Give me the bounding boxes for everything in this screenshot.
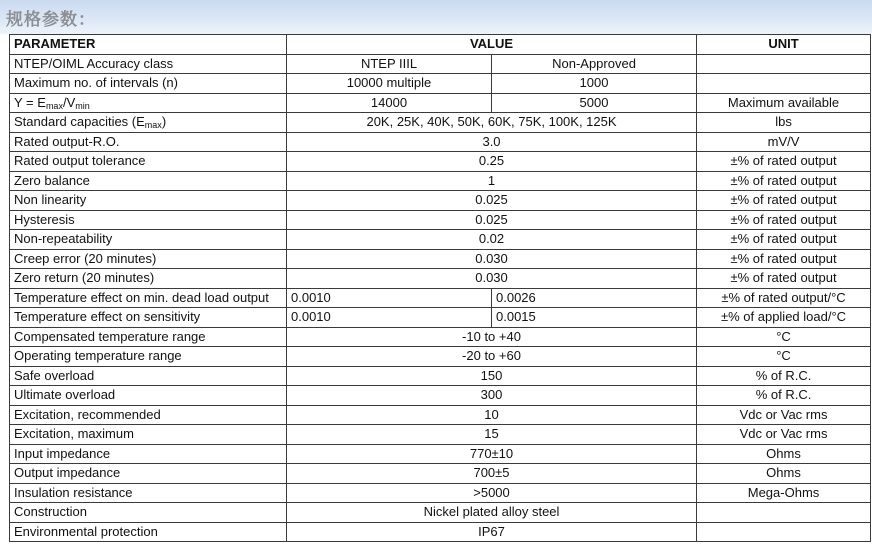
param-cell: Maximum no. of intervals (n) xyxy=(10,74,287,94)
value-cell-2: 0.0015 xyxy=(492,308,697,328)
param-cell: Hysteresis xyxy=(10,210,287,230)
unit-cell: mV/V xyxy=(697,132,871,152)
unit-cell: Maximum available xyxy=(697,93,871,113)
unit-cell xyxy=(697,503,871,523)
table-row xyxy=(10,522,871,542)
value-cell-1: 0.0010 xyxy=(287,288,492,308)
table-row xyxy=(10,464,871,484)
param-cell: NTEP/OIML Accuracy class xyxy=(10,54,287,74)
value-cell-2: Non-Approved xyxy=(492,54,697,74)
unit-cell: °C xyxy=(697,327,871,347)
param-cell: Excitation, maximum xyxy=(10,425,287,445)
value-cell: 770±10 xyxy=(287,444,697,464)
value-cell: 700±5 xyxy=(287,464,697,484)
param-cell: Rated output-R.O. xyxy=(10,132,287,152)
value-cell: 3.0 xyxy=(287,132,697,152)
unit-cell: % of R.C. xyxy=(697,366,871,386)
param-cell: Construction xyxy=(10,503,287,523)
section-header-bar xyxy=(0,0,872,34)
param-cell: Temperature effect on sensitivity xyxy=(10,308,287,328)
param-cell: Non linearity xyxy=(10,191,287,211)
value-cell: 150 xyxy=(287,366,697,386)
table-row xyxy=(10,386,871,406)
table-row xyxy=(10,171,871,191)
param-cell: Zero return (20 minutes) xyxy=(10,269,287,289)
value-cell: -20 to +60 xyxy=(287,347,697,367)
unit-cell xyxy=(697,54,871,74)
value-cell: 1 xyxy=(287,171,697,191)
table-row xyxy=(10,327,871,347)
table-row xyxy=(10,132,871,152)
param-subscript: max xyxy=(45,100,63,111)
value-cell: 0.25 xyxy=(287,152,697,172)
column-header-value: VALUE xyxy=(287,35,697,55)
value-cell: 15 xyxy=(287,425,697,445)
specification-table xyxy=(9,34,871,542)
table-row xyxy=(10,308,871,328)
param-cell: Ultimate overload xyxy=(10,386,287,406)
param-cell: Zero balance xyxy=(10,171,287,191)
table-row xyxy=(10,191,871,211)
value-cell: 0.02 xyxy=(287,230,697,250)
unit-cell: ±% of rated output xyxy=(697,191,871,211)
unit-cell: Vdc or Vac rms xyxy=(697,405,871,425)
param-cell xyxy=(10,113,287,133)
unit-cell: ±% of applied load/°C xyxy=(697,308,871,328)
value-cell: >5000 xyxy=(287,483,697,503)
unit-cell: ±% of rated output xyxy=(697,249,871,269)
unit-cell: lbs xyxy=(697,113,871,133)
param-cell: Compensated temperature range xyxy=(10,327,287,347)
value-cell: 0.025 xyxy=(287,210,697,230)
param-cell: Operating temperature range xyxy=(10,347,287,367)
param-cell xyxy=(10,93,287,113)
table-row xyxy=(10,230,871,250)
unit-cell: ±% of rated output xyxy=(697,210,871,230)
table-row xyxy=(10,366,871,386)
table-row xyxy=(10,444,871,464)
column-header-parameter: PARAMETER xyxy=(10,35,287,55)
param-cell: Insulation resistance xyxy=(10,483,287,503)
param-cell: Temperature effect on min. dead load output xyxy=(10,288,287,308)
value-cell: Nickel plated alloy steel xyxy=(287,503,697,523)
value-cell: -10 to +40 xyxy=(287,327,697,347)
param-text: ) xyxy=(161,114,167,130)
unit-cell: % of R.C. xyxy=(697,386,871,406)
value-cell: 300 xyxy=(287,386,697,406)
unit-cell: ±% of rated output xyxy=(697,152,871,172)
table-row xyxy=(10,347,871,367)
param-cell: Output impedance xyxy=(10,464,287,484)
value-cell-2: 0.0026 xyxy=(492,288,697,308)
unit-cell: Ohms xyxy=(697,444,871,464)
value-cell: 10 xyxy=(287,405,697,425)
value-cell: IP67 xyxy=(287,522,697,542)
value-cell-1: NTEP IIIL xyxy=(287,54,492,74)
table-row xyxy=(10,288,871,308)
value-cell-2: 5000 xyxy=(492,93,697,113)
param-cell: Creep error (20 minutes) xyxy=(10,249,287,269)
unit-cell: Vdc or Vac rms xyxy=(697,425,871,445)
table-row xyxy=(10,93,871,113)
unit-cell xyxy=(697,522,871,542)
param-text: Y = E xyxy=(14,94,46,110)
section-title: 规格参数： xyxy=(6,10,96,30)
table-row xyxy=(10,503,871,523)
unit-cell: ±% of rated output/°C xyxy=(697,288,871,308)
param-cell: Rated output tolerance xyxy=(10,152,287,172)
value-cell-2: 1000 xyxy=(492,74,697,94)
table-row xyxy=(10,152,871,172)
value-cell-1: 14000 xyxy=(287,93,492,113)
value-cell-1: 10000 multiple xyxy=(287,74,492,94)
table-row xyxy=(10,113,871,133)
param-subscript: min xyxy=(75,100,90,111)
param-cell: Input impedance xyxy=(10,444,287,464)
param-cell: Excitation, recommended xyxy=(10,405,287,425)
param-cell: Environmental protection xyxy=(10,522,287,542)
value-cell-1: 0.0010 xyxy=(287,308,492,328)
table-row xyxy=(10,54,871,74)
table-row xyxy=(10,269,871,289)
table-row xyxy=(10,210,871,230)
unit-cell: ±% of rated output xyxy=(697,269,871,289)
table-row xyxy=(10,483,871,503)
param-cell: Non-repeatability xyxy=(10,230,287,250)
param-subscript: max xyxy=(144,120,162,131)
unit-cell xyxy=(697,74,871,94)
table-row xyxy=(10,425,871,445)
param-text: /V xyxy=(62,94,76,110)
table-header-row xyxy=(10,35,871,55)
value-cell: 0.030 xyxy=(287,249,697,269)
unit-cell: ±% of rated output xyxy=(697,171,871,191)
value-cell: 0.030 xyxy=(287,269,697,289)
param-cell: Safe overload xyxy=(10,366,287,386)
value-cell: 0.025 xyxy=(287,191,697,211)
table-row xyxy=(10,405,871,425)
table-row xyxy=(10,249,871,269)
unit-cell: Mega-Ohms xyxy=(697,483,871,503)
value-cell: 20K, 25K, 40K, 50K, 60K, 75K, 100K, 125K xyxy=(287,113,697,133)
param-text: Standard capacities (E xyxy=(14,114,145,130)
unit-cell: ±% of rated output xyxy=(697,230,871,250)
table-row xyxy=(10,74,871,94)
column-header-unit: UNIT xyxy=(697,35,871,55)
unit-cell: Ohms xyxy=(697,464,871,484)
unit-cell: °C xyxy=(697,347,871,367)
